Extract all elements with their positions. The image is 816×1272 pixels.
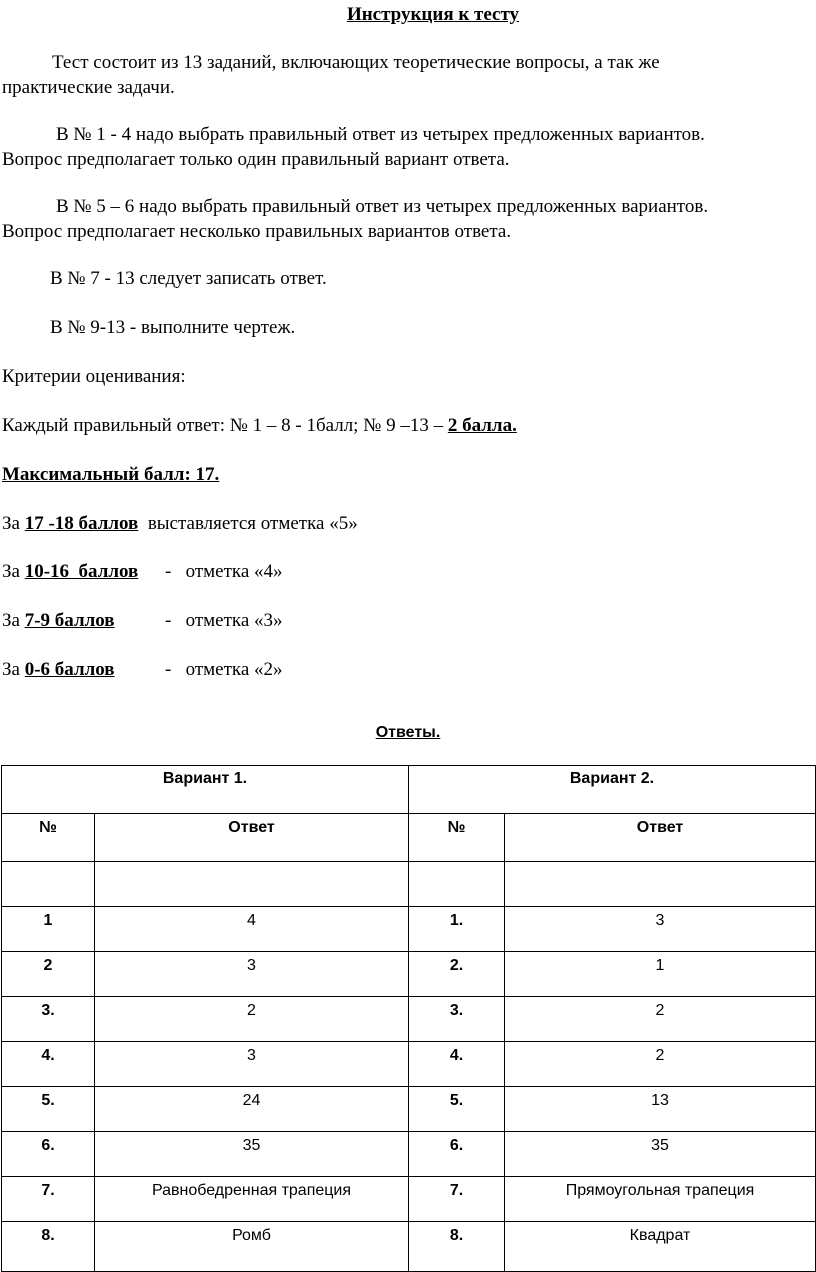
grade-prefix: За xyxy=(2,659,25,680)
table-row xyxy=(2,907,816,952)
v1-number: 1 xyxy=(2,907,95,952)
v1-answer: Равнобедренная трапеция xyxy=(95,1177,409,1222)
v1-answer: 3 xyxy=(95,952,409,997)
grade-prefix: За xyxy=(2,561,25,582)
v2-answer: 35 xyxy=(505,1132,816,1177)
criteria-heading: Критерии оценивания: xyxy=(2,366,186,387)
v2-answer: Прямоугольная трапеция xyxy=(505,1177,816,1222)
grade-range: 7-9 баллов xyxy=(24,610,115,631)
empty-cell xyxy=(2,862,95,907)
v1-answer: 4 xyxy=(95,907,409,952)
criteria-each-line xyxy=(2,413,517,439)
col-num-header: № xyxy=(409,814,505,862)
empty-row xyxy=(2,862,816,907)
intro-p5: В № 9-13 - выполните чертеж. xyxy=(50,317,296,338)
table-row xyxy=(2,1042,816,1087)
v1-number: 7. xyxy=(2,1177,95,1222)
v1-number: 2 xyxy=(2,952,95,997)
empty-cell xyxy=(505,862,816,907)
criteria-each-bold: 2 балла. xyxy=(447,415,517,436)
v2-answer: Квадрат xyxy=(505,1222,816,1272)
v1-number: 3. xyxy=(2,997,95,1042)
v2-answer: 2 xyxy=(505,1042,816,1087)
v1-number: 8. xyxy=(2,1222,95,1272)
document-title: Инструкция к тесту xyxy=(346,4,520,25)
v2-number: 6. xyxy=(409,1132,505,1177)
grade-text: выставляется отметка «5» xyxy=(138,513,358,534)
table-row xyxy=(2,1087,816,1132)
v2-answer: 2 xyxy=(505,997,816,1042)
table-row xyxy=(2,952,816,997)
grade-range: 17 -18 баллов xyxy=(24,513,139,534)
v2-number: 5. xyxy=(409,1087,505,1132)
answers-title: Ответы. xyxy=(375,724,441,741)
col-answer-header: Ответ xyxy=(95,814,409,862)
variant-2-header: Вариант 2. xyxy=(409,766,816,814)
intro-p2-line2: Вопрос предполагает только один правильный вариант ответа. xyxy=(2,149,510,170)
column-header-row xyxy=(2,814,816,862)
grade-row xyxy=(2,657,283,683)
answers-table xyxy=(1,765,816,1272)
variant-header-row xyxy=(2,766,816,814)
v1-answer: 35 xyxy=(95,1132,409,1177)
table-row xyxy=(2,997,816,1042)
criteria-each-prefix: Каждый правильный ответ: № 1 – 8 - 1балл; № 9 –13 – xyxy=(2,415,448,436)
grade-text: - отметка «4» xyxy=(165,561,283,582)
empty-cell xyxy=(409,862,505,907)
grade-row xyxy=(2,608,283,634)
grade-row xyxy=(2,559,283,585)
v2-number: 8. xyxy=(409,1222,505,1272)
table-row xyxy=(2,1132,816,1177)
v1-answer: 2 xyxy=(95,997,409,1042)
grade-range: 0-6 баллов xyxy=(24,659,115,680)
criteria-max-score: Максимальный балл: 17. xyxy=(2,464,220,485)
intro-p1-line1: Тест состоит из 13 заданий, включающих теоретические вопросы, а так же xyxy=(52,52,660,73)
v2-number: 3. xyxy=(409,997,505,1042)
table-row xyxy=(2,1222,816,1272)
v2-answer: 1 xyxy=(505,952,816,997)
v1-answer: 3 xyxy=(95,1042,409,1087)
v1-number: 6. xyxy=(2,1132,95,1177)
v1-answer: Ромб xyxy=(95,1222,409,1272)
empty-cell xyxy=(95,862,409,907)
intro-p4: В № 7 - 13 следует записать ответ. xyxy=(50,268,327,289)
intro-p2-line1: В № 1 - 4 надо выбрать правильный ответ из четырех предложенных вариантов. xyxy=(56,124,705,145)
v2-answer: 3 xyxy=(505,907,816,952)
v2-number: 4. xyxy=(409,1042,505,1087)
col-answer-header: Ответ xyxy=(505,814,816,862)
grade-prefix: За xyxy=(2,513,25,534)
intro-p1-line2: практические задачи. xyxy=(2,77,175,98)
grade-prefix: За xyxy=(2,610,25,631)
col-num-header: № xyxy=(2,814,95,862)
grade-text: - отметка «3» xyxy=(165,610,283,631)
intro-p3-line2: Вопрос предполагает несколько правильных вариантов ответа. xyxy=(2,221,512,242)
table-row xyxy=(2,1177,816,1222)
v2-number: 7. xyxy=(409,1177,505,1222)
grade-range: 10-16 баллов xyxy=(24,561,139,582)
grade-text: - отметка «2» xyxy=(165,659,283,680)
grade-row xyxy=(2,511,358,537)
v1-answer: 24 xyxy=(95,1087,409,1132)
variant-1-header: Вариант 1. xyxy=(2,766,409,814)
v1-number: 5. xyxy=(2,1087,95,1132)
intro-p3-line1: В № 5 – 6 надо выбрать правильный ответ из четырех предложенных вариантов. xyxy=(56,196,709,217)
v2-number: 1. xyxy=(409,907,505,952)
v2-answer: 13 xyxy=(505,1087,816,1132)
v2-number: 2. xyxy=(409,952,505,997)
v1-number: 4. xyxy=(2,1042,95,1087)
